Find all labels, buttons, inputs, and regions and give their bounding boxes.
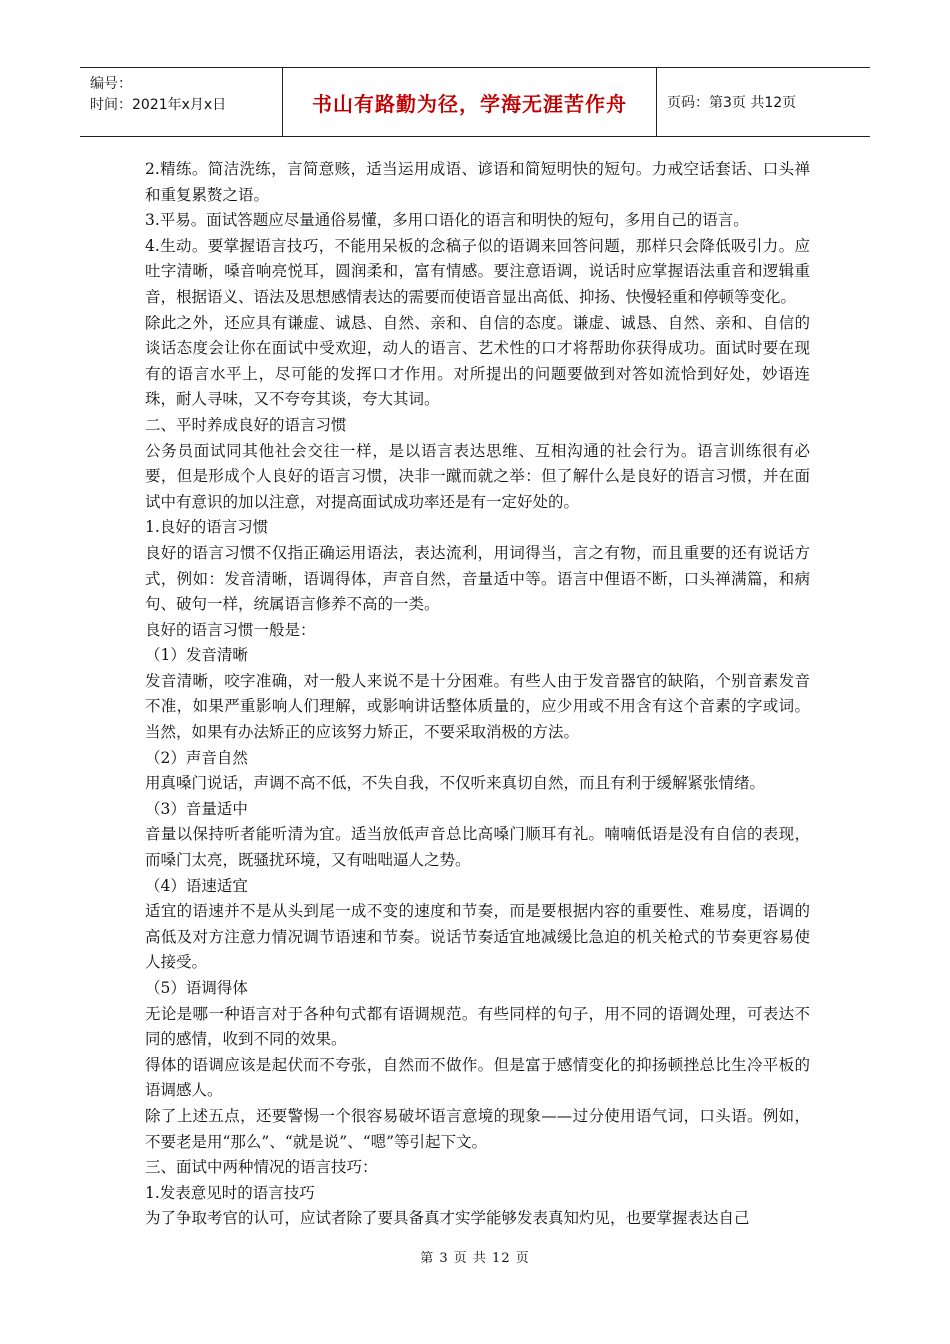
header-motto-cell — [283, 68, 657, 136]
date-label: 时间：2021年x月x日 — [90, 97, 227, 113]
paragraph: 为了争取考官的认可，应试者除了要具备真才实学能够发表真知灼见，也要掌握表达自己 — [145, 1209, 750, 1228]
paragraph: 良好的语言习惯不仅指正确运用语法，表达流利，用词得当，言之有物，而且重要的还有说话方式，例如：发音清晰，语调得体，声音自然，音量适中等。语言中俚语不断，口头禅满篇，和病句、破句一样，统属语言修养不高的一类。 — [145, 543, 810, 614]
item-heading: （2）声音自然 — [145, 748, 248, 767]
page-label: 页码：第3页 共12页 — [667, 95, 797, 111]
header-page-cell — [657, 68, 870, 136]
page-header — [80, 67, 870, 137]
body-text — [145, 157, 810, 1232]
motto: 书山有路勤为径，学海无涯苦作舟 — [312, 91, 627, 116]
subsection-heading: 1.良好的语言习惯 — [145, 518, 269, 537]
code-label: 编号： — [90, 76, 132, 92]
paragraph: 发音清晰，咬字准确，对一般人来说不是十分困难。有些人由于发音器官的缺陷，个别音素发音不准，如果严重影响人们理解，或影响讲话整体质量的，应少用或不用含有这个音素的字或词。当然，如果有办法矫正的应该努力矫正，不要采取消极的方法。 — [145, 671, 810, 742]
section-heading: 二、平时养成良好的语言习惯 — [145, 415, 347, 434]
paragraph: 除此之外，还应具有谦虚、诚恳、自然、亲和、自信的态度。谦虚、诚恳、自然、亲和、自信的谈话态度会让你在面试中受欢迎，动人的语言、艺术性的口才将帮助你获得成功。面试时要在现有的语言水平上，尽可能的发挥口才作用。对所提出的问题要做到对答如流恰到好处，妙语连珠，耐人寻味，又不夸夸其谈，夸大其词。 — [145, 313, 810, 409]
paragraph: 3.平易。面试答题应尽量通俗易懂，多用口语化的语言和明快的短句，多用自己的语言。 — [145, 211, 749, 230]
paragraph: 公务员面试同其他社会交往一样，是以语言表达思维、互相沟通的社会行为。语言训练很有必要，但是形成个人良好的语言习惯，决非一蹴而就之举：但了解什么是良好的语言习惯，并在面试中有意识的加以注意，对提高面试成功率还是有一定好处的。 — [145, 441, 810, 511]
paragraph: 用真嗓门说话，声调不高不低，不失自我，不仅听来真切自然，而且有利于缓解紧张情绪。 — [145, 774, 766, 793]
paragraph: 4.生动。要掌握语言技巧，不能用呆板的念稿子似的语调来回答问题，那样只会降低吸引力。应吐字清晰，嗓音响亮悦耳，圆润柔和，富有情感。要注意语调，说话时应掌握语法重音和逻辑重音，根据语义、语法及思想感情表达的需要而使语音显出高低、抑扬、快慢轻重和停顿等变化。 — [145, 236, 810, 306]
paragraph: 除了上述五点，还要警惕一个很容易破坏语言意境的现象——过分使用语气词，口头语。例如，不要老是用“那么”、“就是说”、“嗯”等引起下文。 — [145, 1106, 810, 1151]
item-heading: （3）音量适中 — [145, 799, 248, 818]
paragraph: 2.精练。简洁洗练，言简意赅，适当运用成语、谚语和简短明快的短句。力戒空话套话、口头禅和重复累赘之语。 — [145, 160, 810, 204]
item-heading: （5）语调得体 — [145, 979, 248, 997]
header-meta-cell — [80, 68, 283, 136]
item-heading: （4）语速适宜 — [145, 876, 248, 895]
item-heading: （1）发音清晰 — [145, 646, 248, 665]
section-heading: 三、面试中两种情况的语言技巧： — [145, 1158, 378, 1177]
paragraph: 音量以保持听者能听清为宜。适当放低声音总比高嗓门顺耳有礼。喃喃低语是没有自信的表现，而嗓门太亮，既骚扰环境，又有咄咄逼人之势。 — [145, 825, 810, 870]
paragraph: 适宜的语速并不是从头到尾一成不变的速度和节奏，而是要根据内容的重要性、难易度，语调的高低及对方注意力情况调节语速和节奏。说话节奏适宜地减缓比急迫的机关枪式的节奏更容易使人接受。 — [145, 902, 810, 972]
paragraph: 良好的语言习惯一般是： — [145, 620, 316, 639]
page-footer: 第 3 页 共 12 页 — [420, 1251, 530, 1266]
subsection-heading: 1.发表意见时的语言技巧 — [145, 1183, 315, 1202]
paragraph: 得体的语调应该是起伏而不夸张，自然而不做作。但是富于感情变化的抑扬顿挫总比生冷平板的语调感人。 — [145, 1055, 810, 1100]
paragraph: 无论是哪一种语言对于各种句式都有语调规范。有些同样的句子，用不同的语调处理，可表达不同的感情，收到不同的效果。 — [145, 1004, 810, 1049]
